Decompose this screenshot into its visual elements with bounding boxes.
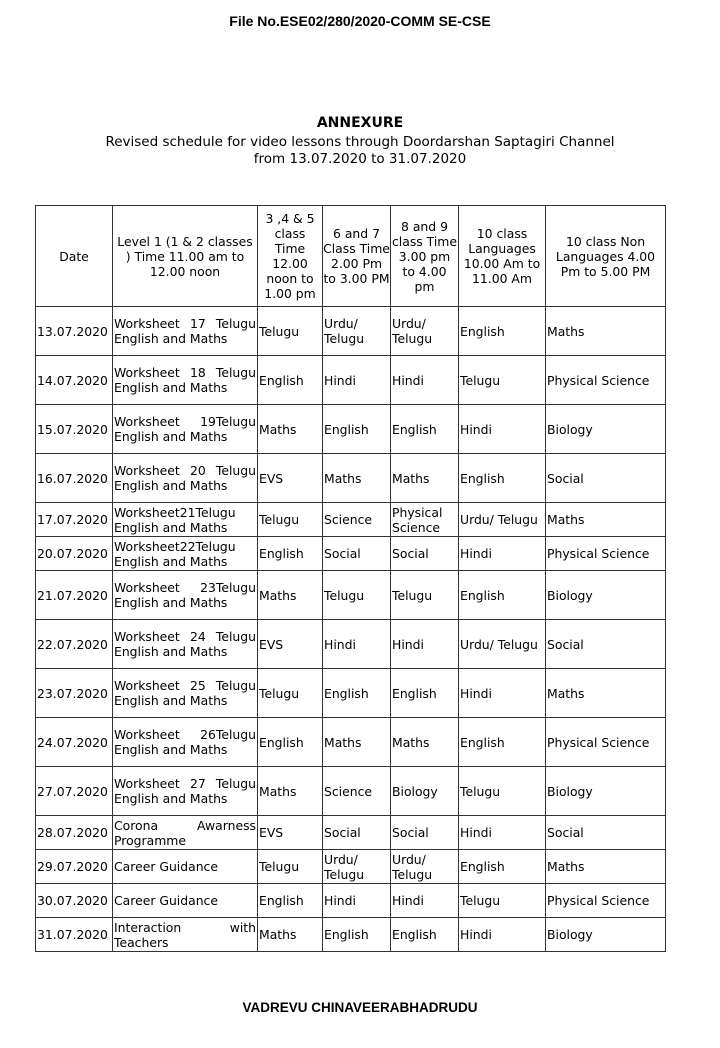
date-cell: 14.07.2020: [36, 356, 113, 405]
class-10-non-languages-cell: Physical Science: [546, 537, 666, 571]
level1-cell: Worksheet 18 Telugu English and Maths: [113, 356, 258, 405]
header-class-10-non-languages: 10 class Non Languages 4.00 Pm to 5.00 PM: [546, 206, 666, 307]
class-6-7-cell: Social: [323, 537, 391, 571]
date-cell: 21.07.2020: [36, 571, 113, 620]
class-3-4-5-cell: EVS: [258, 620, 323, 669]
table-row: [36, 884, 666, 918]
level1-cell: Worksheet22Telugu English and Maths: [113, 537, 258, 571]
class-10-languages-cell: Urdu/ Telugu: [459, 503, 546, 537]
class-10-languages-cell: Telugu: [459, 884, 546, 918]
level1-cell: Worksheet 27 Telugu English and Maths: [113, 767, 258, 816]
date-cell: 30.07.2020: [36, 884, 113, 918]
level1-cell: Worksheet 20 Telugu English and Maths: [113, 454, 258, 503]
level1-cell: Interaction with Teachers: [114, 919, 256, 950]
table-row: [36, 405, 666, 454]
header-class-3-4-5: 3 ,4 & 5 class Time 12.00 noon to 1.00 pm: [258, 206, 323, 307]
level1-cell: Worksheet 19Telugu English and Maths: [113, 405, 258, 454]
class-8-9-cell: Urdu/ Telugu: [391, 850, 459, 884]
class-6-7-cell: Science: [323, 503, 391, 537]
class-10-languages-cell: Telugu: [459, 356, 546, 405]
table-row: [36, 307, 666, 356]
date-cell: 13.07.2020: [36, 307, 113, 356]
schedule-subtitle: [0, 134, 720, 168]
annexure-heading: ANNEXURE: [316, 115, 404, 131]
date-cell: 23.07.2020: [36, 669, 113, 718]
level1-cell: Worksheet 23Telugu English and Maths: [113, 571, 258, 620]
header-level1: Level 1 (1 & 2 classes ) Time 11.00 am to 12.00 noon: [113, 206, 258, 307]
class-3-4-5-cell: English: [258, 884, 323, 918]
class-10-languages-cell: English: [459, 718, 546, 767]
table-row: [36, 571, 666, 620]
class-3-4-5-cell: English: [258, 718, 323, 767]
class-3-4-5-cell: Telugu: [258, 850, 323, 884]
class-8-9-cell: Hindi: [391, 356, 459, 405]
date-cell: 17.07.2020: [36, 503, 113, 537]
class-10-languages-cell: English: [459, 850, 546, 884]
schedule-table: [35, 205, 666, 952]
class-10-non-languages-cell: Maths: [546, 850, 666, 884]
class-6-7-cell: Telugu: [323, 571, 391, 620]
class-6-7-cell: Maths: [323, 454, 391, 503]
level1-cell: Worksheet 24 Telugu English and Maths: [113, 620, 258, 669]
date-cell: 27.07.2020: [36, 767, 113, 816]
class-10-languages-cell: Hindi: [459, 816, 546, 850]
date-cell: 31.07.2020: [36, 918, 113, 952]
class-8-9-cell: Hindi: [391, 620, 459, 669]
class-6-7-cell: English: [323, 669, 391, 718]
class-3-4-5-cell: English: [258, 356, 323, 405]
table-row: [36, 718, 666, 767]
class-10-non-languages-cell: Physical Science: [546, 718, 666, 767]
class-10-languages-cell: Hindi: [459, 537, 546, 571]
class-3-4-5-cell: Telugu: [258, 307, 323, 356]
class-10-languages-cell: Hindi: [459, 669, 546, 718]
header-date: Date: [36, 206, 113, 307]
class-8-9-cell: English: [391, 918, 459, 952]
class-8-9-cell: English: [391, 669, 459, 718]
class-10-non-languages-cell: Social: [546, 816, 666, 850]
date-cell: 15.07.2020: [36, 405, 113, 454]
class-6-7-cell: Maths: [323, 718, 391, 767]
date-cell: 24.07.2020: [36, 718, 113, 767]
class-10-non-languages-cell: Social: [546, 454, 666, 503]
table-row: [36, 816, 666, 850]
class-10-languages-cell: English: [459, 571, 546, 620]
level1-cell: Career Guidance: [113, 850, 258, 884]
class-6-7-cell: Hindi: [323, 884, 391, 918]
class-10-non-languages-cell: Maths: [546, 669, 666, 718]
subtitle-line-2: from 13.07.2020 to 31.07.2020: [253, 151, 467, 167]
class-6-7-cell: English: [323, 918, 391, 952]
header-class-10-languages: 10 class Languages 10.00 Am to 11.00 Am: [459, 206, 546, 307]
class-10-languages-cell: Telugu: [459, 767, 546, 816]
file-number: File No.ESE02/280/2020-COMM SE-CSE: [229, 13, 491, 29]
class-8-9-cell: Maths: [391, 718, 459, 767]
class-10-languages-cell: English: [459, 307, 546, 356]
table-row: [36, 454, 666, 503]
class-8-9-cell: Social: [391, 816, 459, 850]
class-10-languages-cell: Urdu/ Telugu: [459, 620, 546, 669]
class-3-4-5-cell: Telugu: [258, 503, 323, 537]
class-10-languages-cell: English: [459, 454, 546, 503]
class-6-7-cell: English: [323, 405, 391, 454]
class-10-non-languages-cell: Biology: [546, 918, 666, 952]
class-10-non-languages-cell: Physical Science: [546, 884, 666, 918]
class-10-non-languages-cell: Biology: [546, 767, 666, 816]
subtitle-line-1: Revised schedule for video lessons through Doordarshan Saptagiri Channel: [105, 134, 615, 150]
class-10-languages-cell: Hindi: [459, 918, 546, 952]
class-6-7-cell: Hindi: [323, 620, 391, 669]
class-6-7-cell: Hindi: [323, 356, 391, 405]
class-3-4-5-cell: Maths: [258, 767, 323, 816]
class-6-7-cell: Science: [323, 767, 391, 816]
table-row: [36, 620, 666, 669]
class-3-4-5-cell: Maths: [258, 918, 323, 952]
class-8-9-cell: Telugu: [391, 571, 459, 620]
table-row: [36, 767, 666, 816]
table-row: [36, 669, 666, 718]
class-3-4-5-cell: English: [258, 537, 323, 571]
table-row: [36, 537, 666, 571]
class-10-non-languages-cell: Social: [546, 620, 666, 669]
date-cell: 16.07.2020: [36, 454, 113, 503]
header-class-8-9: 8 and 9 class Time 3.00 pm to 4.00 pm: [391, 206, 459, 307]
date-cell: 20.07.2020: [36, 537, 113, 571]
class-8-9-cell: Physical Science: [391, 503, 459, 537]
date-cell: 22.07.2020: [36, 620, 113, 669]
table-row: [36, 850, 666, 884]
table-row: [36, 356, 666, 405]
level1-cell: Career Guidance: [113, 884, 258, 918]
class-3-4-5-cell: Maths: [258, 571, 323, 620]
class-8-9-cell: English: [391, 405, 459, 454]
table-row: [36, 503, 666, 537]
class-10-non-languages-cell: Biology: [546, 405, 666, 454]
class-8-9-cell: Biology: [391, 767, 459, 816]
class-10-languages-cell: Hindi: [459, 405, 546, 454]
class-3-4-5-cell: Telugu: [258, 669, 323, 718]
class-10-non-languages-cell: Maths: [546, 307, 666, 356]
class-6-7-cell: Urdu/ Telugu: [323, 307, 391, 356]
class-3-4-5-cell: EVS: [258, 816, 323, 850]
level1-cell: Worksheet21Telugu English and Maths: [113, 503, 258, 537]
class-10-non-languages-cell: Biology: [546, 571, 666, 620]
class-8-9-cell: Social: [391, 537, 459, 571]
class-6-7-cell: Urdu/ Telugu: [323, 850, 391, 884]
signatory-name: VADREVU CHINAVEERABHADRUDU: [242, 1000, 478, 1015]
class-3-4-5-cell: Maths: [258, 405, 323, 454]
level1-cell: Worksheet 26Telugu English and Maths: [113, 718, 258, 767]
class-10-non-languages-cell: Maths: [546, 503, 666, 537]
class-8-9-cell: Hindi: [391, 884, 459, 918]
class-10-non-languages-cell: Physical Science: [546, 356, 666, 405]
class-8-9-cell: Maths: [391, 454, 459, 503]
date-cell: 28.07.2020: [36, 816, 113, 850]
date-cell: 29.07.2020: [36, 850, 113, 884]
table-header-row: [36, 206, 666, 307]
table-row: [36, 918, 666, 952]
class-3-4-5-cell: EVS: [258, 454, 323, 503]
class-6-7-cell: Social: [323, 816, 391, 850]
level1-cell: Worksheet 25 Telugu English and Maths: [113, 669, 258, 718]
header-class-6-7: 6 and 7 Class Time 2.00 Pm to 3.00 PM: [323, 206, 391, 307]
level1-cell: Worksheet 17 Telugu English and Maths: [113, 307, 258, 356]
level1-cell: Corona Awarness Programme: [114, 817, 256, 848]
class-8-9-cell: Urdu/ Telugu: [391, 307, 459, 356]
